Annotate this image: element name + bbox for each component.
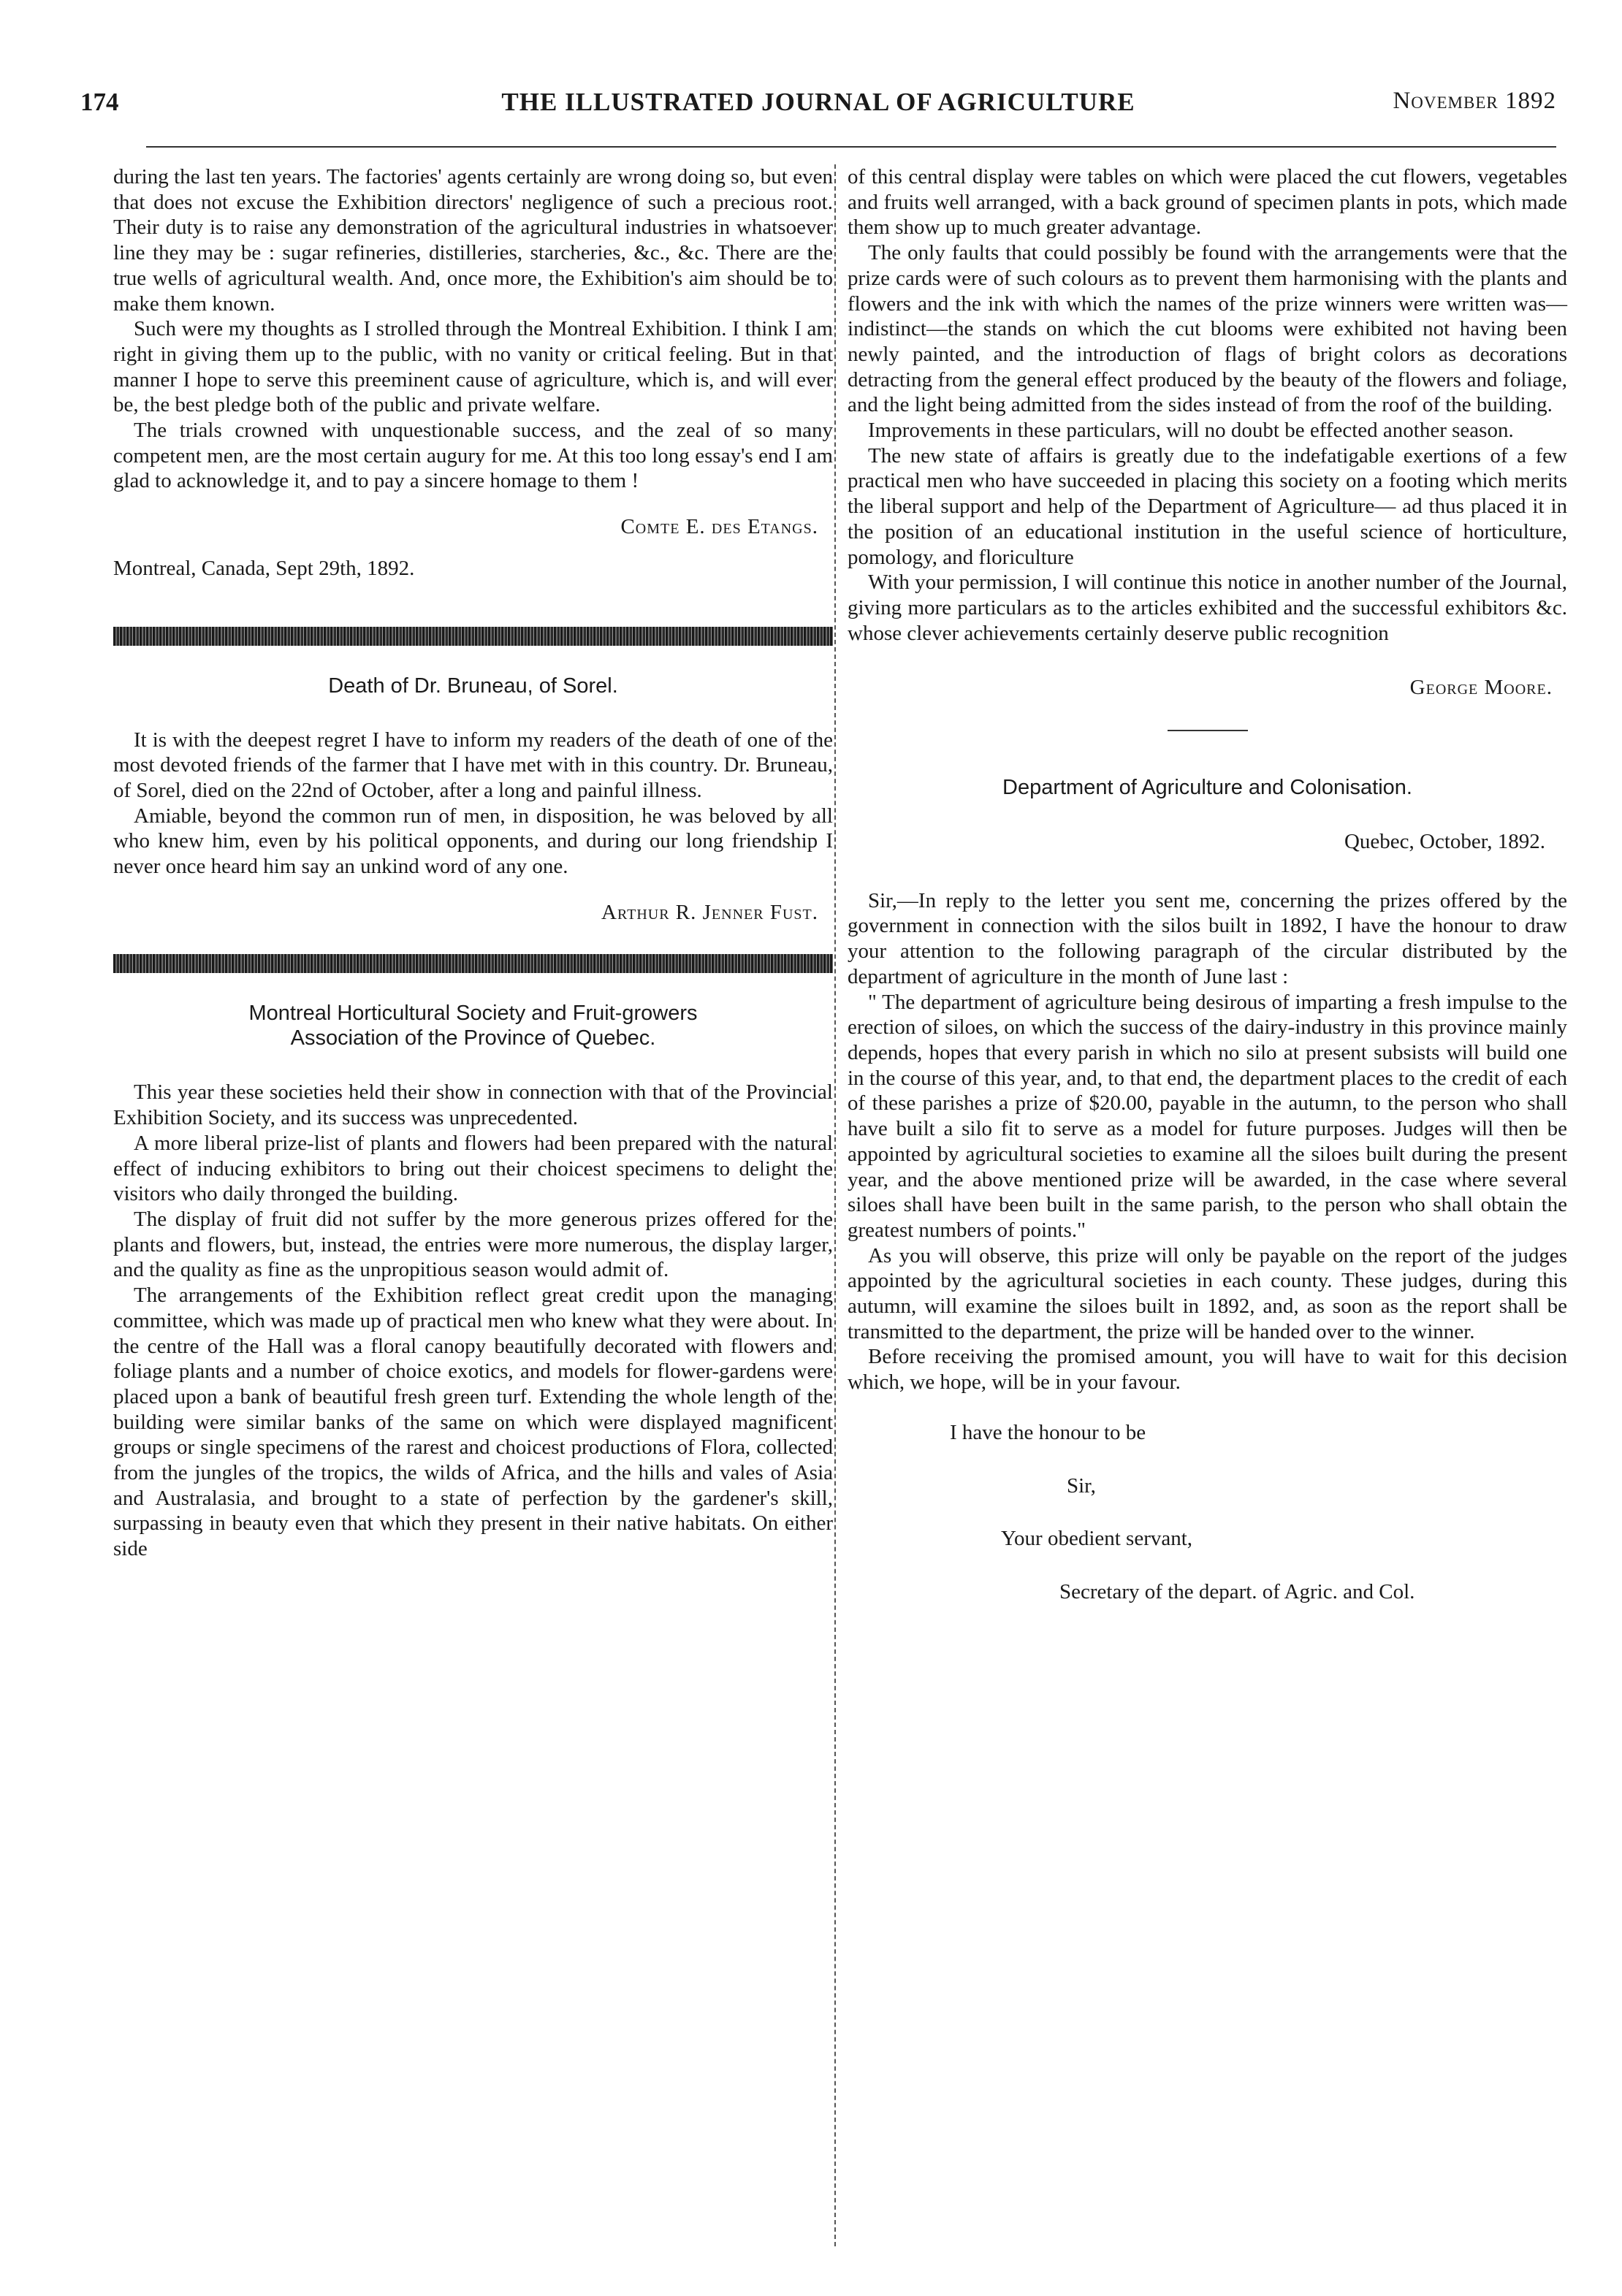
- horticultural-title: [113, 1001, 833, 1050]
- essay-paragraph: Such were my thoughts as I strolled through the Montreal Exhibition. I think I am right in giving them up to the public, with no vanity or critical feeling. But in that manner I hope to serve this preeminent cause of agriculture, which is, and will ever be, the best pledge both of the public and private welfare.: [113, 317, 833, 417]
- essay-signature: Comte E. des Etangs.: [620, 515, 818, 539]
- death-notice-signature: Arthur R. Jenner Fust.: [601, 900, 818, 924]
- ornamental-rule: [113, 627, 833, 646]
- death-notice-paragraph: It is with the deepest regret I have to inform my readers of the death of one of the most devoted friends of the farmer that I have met with in this country. Dr. Bruneau, of Sorel, died on the 22nd of October, after a long and painful illness.: [113, 728, 833, 802]
- letter-paragraph: " The department of agriculture being desirous of imparting a fresh impulse to the erection of siloes, on which the success of the dairy-industry in this province mainly depends, hopes that every parish in which no silo at present subsists will build one in the course of this year, and, to that end, the department places to the credit of each of these parishes a prize of $20.00, payable in the autumn, to the person who shall have built a silo fit to serve as a model for future purposes. Judges will then be appointed by agricultural societies to examine all the siloes built during the present year, and the above mentioned prize will be awarded, in the case where several siloes shall have been built in the same parish, to the person who shall obtain the greatest numbers of points.": [848, 990, 1567, 1242]
- letter-paragraph: As you will observe, this prize will only be payable on the report of the judges appointed by the agricultural societies in each county. These judges, during this autumn, will examine the siloes built in 1892, and, as soon as the report shall be transmitted to the department, the prize will be handed over to the winner.: [848, 1243, 1567, 1343]
- letter-closing: I have the honour to be: [950, 1420, 1146, 1444]
- left-column: [113, 164, 833, 1562]
- issue-date: November 1892: [1393, 88, 1556, 114]
- page-number: 174: [80, 88, 119, 116]
- letter-paragraph: Before receiving the promised amount, you will have to wait for this decision which, we hope, will be in your favour.: [848, 1345, 1567, 1395]
- essay-paragraph: The trials crowned with unquestionable success, and the zeal of so many competent men, are the most certain augury for me. At this too long essay's end I am glad to acknowledge it, and to pay a sincere homage to them !: [113, 419, 833, 493]
- page-header: [80, 88, 1556, 131]
- horticultural-signature: George Moore.: [1409, 676, 1553, 700]
- horticultural-paragraph: The only faults that could possibly be found with the arrangements were that the prize cards were of such colours as to prevent them harmonising with the plants and flowers and the ink with which the names of the prize winners were written was—indistinct—the stands on which the cut blooms were exhibited not having been newly painted, and the introduction of flags of bright colors as decorations detracting from the general effect produced by the beauty of the flowers and foliage, and the light being admitted from the sides instead of from the roof of the building.: [848, 241, 1567, 417]
- letter-paragraph: Sir,—In reply to the letter you sent me, concerning the prizes offered by the government in connection with the silos built in 1892, I have the honour to draw your attention to the following paragraph of the circular distributed by the department of agriculture in the month of June last :: [848, 888, 1567, 988]
- header-rule: [146, 146, 1556, 148]
- horticultural-paragraph: Improvements in these particulars, will no doubt be effected another season.: [868, 419, 1514, 443]
- letter-signature: Secretary of the depart. of Agric. and Col.: [1059, 1579, 1415, 1603]
- department-title: Department of Agriculture and Colonisation.: [1002, 776, 1412, 800]
- death-notice-paragraph: Amiable, beyond the common run of men, in disposition, he was beloved by all who knew him, even by his political opponents, and during our long friendship I never once heard him say an unkind word of any one.: [113, 804, 833, 879]
- horticultural-paragraph: of this central display were tables on which were placed the cut flowers, vegetables and fruits well arranged, with a back ground of specimen plants in pots, which made them show up to much greater advantage.: [848, 165, 1567, 240]
- short-rule: [1168, 730, 1248, 731]
- right-column: [848, 164, 1567, 1605]
- journal-title: THE ILLUSTRATED JOURNAL OF AGRICULTURE: [501, 88, 1135, 116]
- horticultural-paragraph: The arrangements of the Exhibition reflect great credit upon the managing committee, which was made up of practical men who knew what they were about. In the centre of the Hall was a floral canopy beautifully decorated with flowers and foliage plants and a number of choice exotics, and models for flower-gardens were placed upon a bank of beautiful fresh green turf. Extending the whole length of the building were similar banks of the same on which were displayed magnificent groups or single specimens of the rarest and choicest productions of Flora, collected from the jungles of the tropics, the wilds of Africa, and the hills and vales of Asia and Australasia, and brought to a state of perfection by the gardener's skill, surpassing in beauty even that which they present in their native habitats. On either side: [113, 1284, 833, 1561]
- letter-closing: Your obedient servant,: [1001, 1527, 1193, 1551]
- ornamental-rule: [113, 954, 833, 973]
- column-divider: [834, 164, 836, 2246]
- horticultural-paragraph: This year these societies held their show in connection with that of the Provincial Exhibition Society, and its success was unprecedented.: [113, 1080, 833, 1130]
- essay-place-date: Montreal, Canada, Sept 29th, 1892.: [113, 556, 415, 580]
- horticultural-paragraph: The display of fruit did not suffer by the more generous prizes offered for the plants and flowers, but, instead, the entries were more numerous, the display larger, and the quality as fine as the unpropitious season would admit of.: [113, 1207, 833, 1282]
- department-place-date: Quebec, October, 1892.: [1344, 830, 1545, 854]
- horticultural-paragraph: A more liberal prize-list of plants and flowers had been prepared with the natural effect of inducing exhibitors to bring out their choicest specimens to delight the visitors who daily thronged the building.: [113, 1131, 833, 1206]
- essay-paragraph: during the last ten years. The factories' agents certainly are wrong doing so, but even that does not excuse the Exhibition directors' negligence of such a precious root. Their duty is to raise any demonstration of the agricultural industries in whatsoever line they may be : sugar refineries, distilleries, starcheries, &c., &c. There are the true wells of agricultural wealth. And, once more, the Exhibition's aim should be to make them known.: [113, 165, 833, 316]
- horticultural-title-line: Montreal Horticultural Society and Fruit-growers: [248, 1002, 698, 1026]
- horticultural-paragraph: The new state of affairs is greatly due to the indefatigable exertions of a few practical men who have succeeded in placing this society on a footing which merits the liberal support and help of the Department of Agriculture— ad thus placed it in the position of an educational institution in the useful science of horticulture, pomology, and floriculture: [848, 443, 1567, 569]
- death-notice-title: Death of Dr. Bruneau, of Sorel.: [328, 674, 618, 698]
- horticultural-title-line: Association of the Province of Quebec.: [290, 1026, 656, 1050]
- letter-closing: Sir,: [1067, 1473, 1096, 1498]
- horticultural-paragraph: With your permission, I will continue this notice in another number of the Journal, giving more particulars as to the articles exhibited and the successful exhibitors &c. whose clever achievements certainly deserve public recognition: [848, 571, 1567, 645]
